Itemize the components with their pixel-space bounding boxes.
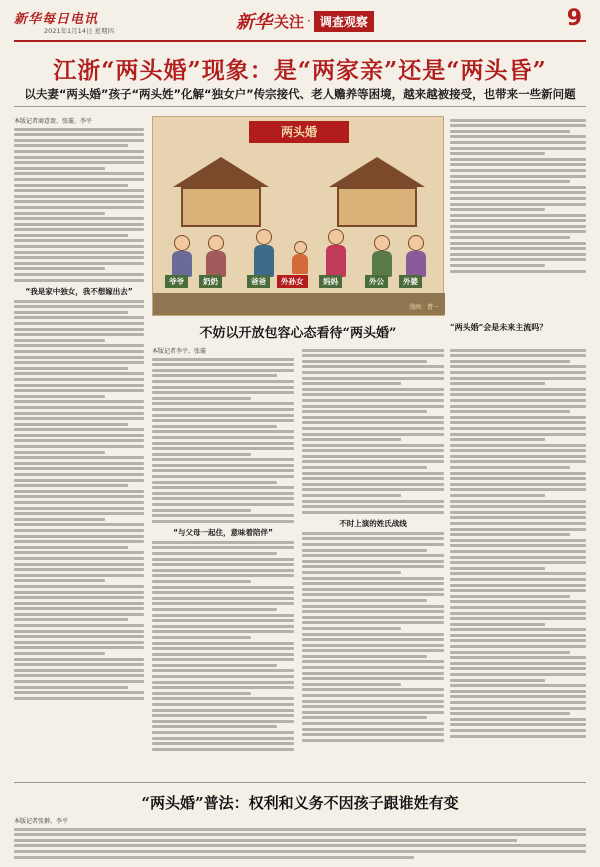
center-left-column xyxy=(152,346,294,753)
section-name-c: 调查观察 xyxy=(314,11,374,32)
main-headline: 江浙“两头婚”现象：是“两家亲”还是“两头昏” xyxy=(53,57,547,84)
illustration-credit: 漫画：曹一 xyxy=(408,304,439,311)
left-house xyxy=(181,187,261,227)
page-number: 9 xyxy=(566,6,582,31)
issue-date: 2021年1月14日 星期四 xyxy=(44,27,115,35)
mother-figure xyxy=(321,229,351,277)
right-column xyxy=(450,116,586,275)
header-rule xyxy=(14,40,586,42)
left-subhead: “我是家中独女，我不想嫁出去” xyxy=(25,286,133,296)
headline-rule xyxy=(14,106,586,107)
bottom-rule xyxy=(14,782,586,783)
center-byline: 本版记者李平、张璇 xyxy=(152,348,207,355)
label-child: 外孙女 xyxy=(277,275,308,288)
section-name-a: 新华 xyxy=(236,12,272,33)
illustration-ground xyxy=(153,293,445,315)
bottom-article-head: “两头婚”普法：权利和义务不因孩子跟谁姓有变 xyxy=(141,794,459,812)
maternal-grandmother-figure xyxy=(401,235,431,277)
maternal-grandfather-figure xyxy=(367,235,397,277)
section-separator: · xyxy=(307,14,311,28)
label-father: 爸爸 xyxy=(247,275,270,288)
father-figure xyxy=(249,229,279,277)
center-subhead-2: 不时上演的姓氏战线 xyxy=(339,518,407,528)
center-subhead-1: “与父母一起住，意味着陪伴” xyxy=(173,527,273,537)
label-mother: 妈妈 xyxy=(319,275,342,288)
right-article-subhead: “两头婚”会是未来主流吗？ xyxy=(450,322,548,332)
section-name-b: 关注 xyxy=(274,12,305,31)
label-paternal-grandfather: 爷爷 xyxy=(165,275,188,288)
center-right-column xyxy=(302,346,444,744)
grandfather-figure xyxy=(167,235,197,277)
section-banner xyxy=(236,8,374,34)
label-maternal-grandfather: 外公 xyxy=(365,275,388,288)
bottom-article-body xyxy=(14,816,586,861)
main-subhead: 以夫妻“两头婚”孩子“两头姓”化解“独女户”传宗接代、老人赡养等困境，越来越被接受，也带来一些新问题 xyxy=(24,87,576,101)
illustration-title: 两头婚 xyxy=(249,121,349,143)
right-house xyxy=(337,187,417,227)
cartoon-illustration xyxy=(152,116,444,316)
child-figure xyxy=(285,241,315,274)
left-house-roof xyxy=(173,157,269,187)
label-paternal-grandmother: 奶奶 xyxy=(199,275,222,288)
left-byline: 本版记者商意盈、张璇、李平 xyxy=(14,118,93,125)
page-header xyxy=(14,6,586,40)
far-right-column xyxy=(450,346,586,740)
center-article-head: 不妨以开放包容心态看待“两头婚” xyxy=(199,326,397,341)
left-column xyxy=(14,116,144,702)
right-house-roof xyxy=(329,157,425,187)
grandmother-figure xyxy=(201,235,231,277)
bottom-byline: 本版记者张翀、李平 xyxy=(14,818,69,825)
label-maternal-grandmother: 外婆 xyxy=(399,275,422,288)
masthead: 新华每日电讯 xyxy=(14,12,99,27)
